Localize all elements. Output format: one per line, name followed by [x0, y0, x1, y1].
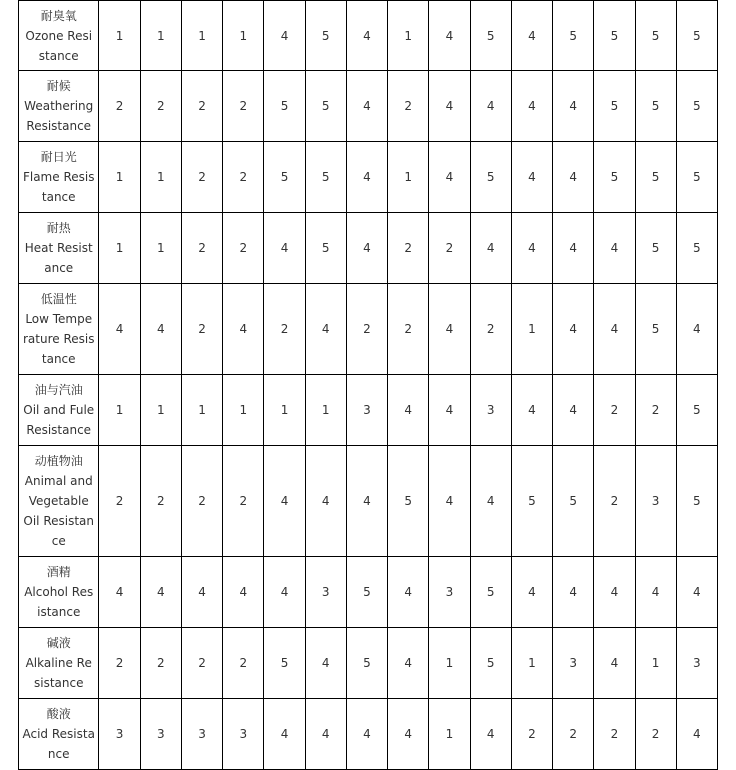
table-row-flame — [19, 142, 718, 213]
row-label-en-line: tance — [41, 352, 76, 366]
table-cell: 2 — [181, 142, 222, 213]
table-cell: 1 — [140, 213, 181, 284]
table-cell: 2 — [223, 628, 264, 699]
table-cell: 3 — [305, 557, 346, 628]
row-label-cn: 耐热 — [46, 221, 71, 235]
table-cell: 4 — [346, 142, 387, 213]
table-cell: 1 — [511, 628, 552, 699]
row-label-en-line: istance — [37, 605, 81, 619]
row-label — [19, 1, 99, 71]
table-cell: 4 — [676, 699, 717, 770]
table-cell: 2 — [594, 699, 635, 770]
table-cell: 4 — [388, 699, 429, 770]
table-cell: 2 — [388, 71, 429, 142]
resistance-table — [18, 0, 718, 770]
table-cell: 4 — [553, 284, 594, 375]
table-cell: 4 — [305, 699, 346, 770]
row-label-en-line: Flame Resis — [22, 170, 95, 184]
table-cell: 1 — [140, 1, 181, 71]
table-cell: 2 — [140, 71, 181, 142]
table-cell: 5 — [511, 446, 552, 557]
row-label-en-line: Alkaline Re — [25, 656, 92, 670]
table-cell: 4 — [264, 1, 305, 71]
table-cell: 2 — [594, 446, 635, 557]
table-cell: 4 — [305, 446, 346, 557]
table-cell: 2 — [553, 699, 594, 770]
table-cell: 4 — [346, 699, 387, 770]
table-cell: 3 — [676, 628, 717, 699]
table-cell: 5 — [264, 142, 305, 213]
row-label-en-line: Low Tempe — [25, 312, 93, 326]
table-cell: 4 — [305, 284, 346, 375]
row-label-en-line: Resistance — [26, 423, 92, 437]
table-cell: 4 — [470, 213, 511, 284]
row-label-cn: 低温性 — [40, 292, 77, 306]
row-label-en-line: Resistance — [26, 119, 92, 133]
table-cell: 5 — [676, 1, 717, 71]
table-cell: 4 — [676, 284, 717, 375]
table-cell: 2 — [511, 699, 552, 770]
table-cell: 5 — [635, 213, 676, 284]
row-label-en-line: Oil Resistan — [23, 514, 95, 528]
table-cell: 4 — [511, 142, 552, 213]
table-cell: 2 — [181, 628, 222, 699]
table-cell: 5 — [305, 142, 346, 213]
table-cell: 3 — [429, 557, 470, 628]
table-cell: 5 — [470, 142, 511, 213]
table-cell: 2 — [181, 71, 222, 142]
table-cell: 1 — [429, 628, 470, 699]
row-label-en-line: sistance — [33, 676, 84, 690]
table-cell: 5 — [676, 446, 717, 557]
table-cell: 2 — [594, 375, 635, 446]
table-cell: 2 — [635, 699, 676, 770]
table-cell: 5 — [635, 71, 676, 142]
table-cell: 1 — [99, 213, 140, 284]
row-label-en-line: rature Resis — [22, 332, 95, 346]
table-cell: 3 — [470, 375, 511, 446]
table-cell: 4 — [388, 557, 429, 628]
table-cell: 5 — [388, 446, 429, 557]
table-cell: 5 — [676, 213, 717, 284]
table-cell: 4 — [470, 71, 511, 142]
row-label — [19, 142, 99, 213]
table-cell: 4 — [553, 142, 594, 213]
table-cell: 4 — [594, 557, 635, 628]
table-cell: 5 — [553, 446, 594, 557]
table-cell: 1 — [181, 375, 222, 446]
row-label-en-line: Heat Resist — [24, 241, 93, 255]
table-cell: 4 — [511, 1, 552, 71]
table-cell: 5 — [594, 142, 635, 213]
row-label — [19, 699, 99, 770]
table-cell: 4 — [553, 71, 594, 142]
table-cell: 2 — [99, 446, 140, 557]
table-cell: 4 — [388, 375, 429, 446]
table-cell: 3 — [553, 628, 594, 699]
row-label-en-line: Acid Resista — [22, 727, 95, 741]
table-cell: 4 — [346, 1, 387, 71]
row-label-en-line: Vegetable — [28, 494, 89, 508]
table-cell: 5 — [470, 557, 511, 628]
table-cell: 2 — [140, 446, 181, 557]
table-cell: 1 — [223, 1, 264, 71]
table-cell: 5 — [676, 71, 717, 142]
table-cell: 4 — [346, 71, 387, 142]
table-cell: 1 — [429, 699, 470, 770]
table-cell: 1 — [388, 142, 429, 213]
table-cell: 2 — [140, 628, 181, 699]
row-label-cn: 耐候 — [46, 79, 71, 93]
table-cell: 5 — [470, 628, 511, 699]
row-label — [19, 446, 99, 557]
table-cell: 5 — [264, 71, 305, 142]
row-label-cn: 油与汽油 — [34, 383, 83, 397]
table-cell: 5 — [264, 628, 305, 699]
table-cell: 4 — [305, 628, 346, 699]
resistance-table-container — [18, 0, 718, 770]
table-cell: 2 — [223, 71, 264, 142]
row-label — [19, 375, 99, 446]
table-cell: 4 — [346, 446, 387, 557]
table-cell: 4 — [511, 71, 552, 142]
table-cell: 4 — [511, 557, 552, 628]
table-cell: 4 — [511, 213, 552, 284]
table-cell: 2 — [346, 284, 387, 375]
row-label-en-line: tance — [41, 190, 76, 204]
table-cell: 4 — [594, 284, 635, 375]
row-label-cn: 酒精 — [46, 565, 71, 579]
row-label-en-line: nce — [47, 747, 70, 761]
table-cell: 4 — [223, 557, 264, 628]
table-row-acid — [19, 699, 718, 770]
table-cell: 4 — [594, 628, 635, 699]
table-row-alcohol — [19, 557, 718, 628]
table-cell: 5 — [635, 142, 676, 213]
table-cell: 4 — [429, 142, 470, 213]
table-cell: 4 — [511, 375, 552, 446]
table-cell: 1 — [140, 375, 181, 446]
table-cell: 1 — [305, 375, 346, 446]
table-cell: 2 — [181, 213, 222, 284]
row-label-en-line: Alcohol Res — [24, 585, 94, 599]
table-cell: 5 — [594, 71, 635, 142]
row-label-cn: 碱液 — [46, 636, 71, 650]
table-row-weathering — [19, 71, 718, 142]
table-row-alkaline — [19, 628, 718, 699]
table-cell: 4 — [223, 284, 264, 375]
table-cell: 1 — [99, 142, 140, 213]
table-row-ozone — [19, 1, 718, 71]
table-cell: 4 — [594, 213, 635, 284]
table-cell: 4 — [676, 557, 717, 628]
table-cell: 4 — [429, 375, 470, 446]
table-cell: 5 — [470, 1, 511, 71]
row-label — [19, 71, 99, 142]
table-cell: 4 — [429, 71, 470, 142]
table-row-low-temperature — [19, 284, 718, 375]
row-label-en-line: Ozone Resi — [25, 28, 93, 43]
table-cell: 1 — [264, 375, 305, 446]
table-cell: 4 — [264, 213, 305, 284]
table-cell: 4 — [429, 1, 470, 71]
table-cell: 2 — [181, 446, 222, 557]
table-cell: 3 — [223, 699, 264, 770]
table-cell: 4 — [99, 557, 140, 628]
table-cell: 2 — [388, 213, 429, 284]
table-cell: 3 — [346, 375, 387, 446]
table-cell: 2 — [181, 284, 222, 375]
table-cell: 2 — [223, 446, 264, 557]
table-cell: 3 — [635, 446, 676, 557]
row-label-en-line: ce — [51, 534, 66, 548]
table-cell: 4 — [140, 557, 181, 628]
table-cell: 5 — [676, 375, 717, 446]
table-cell: 5 — [305, 213, 346, 284]
row-label-en-line: Weathering — [24, 99, 94, 113]
row-label-cn: 动植物油 — [34, 454, 83, 468]
table-cell: 2 — [388, 284, 429, 375]
row-label — [19, 628, 99, 699]
row-label-en-line: Animal and — [24, 474, 93, 488]
row-label — [19, 557, 99, 628]
table-cell: 5 — [635, 1, 676, 71]
table-cell: 1 — [388, 1, 429, 71]
row-label-cn: 耐日光 — [40, 150, 77, 164]
table-cell: 5 — [305, 71, 346, 142]
table-cell: 4 — [346, 213, 387, 284]
table-cell: 3 — [99, 699, 140, 770]
table-cell: 2 — [99, 71, 140, 142]
table-cell: 4 — [140, 284, 181, 375]
table-row-heat — [19, 213, 718, 284]
row-label-en-line: stance — [38, 48, 79, 63]
table-cell: 4 — [181, 557, 222, 628]
table-cell: 1 — [511, 284, 552, 375]
table-cell: 5 — [676, 142, 717, 213]
row-label — [19, 284, 99, 375]
row-label-cn: 耐臭氧 — [40, 8, 77, 23]
table-cell: 3 — [140, 699, 181, 770]
table-cell: 4 — [470, 699, 511, 770]
table-cell: 5 — [305, 1, 346, 71]
table-cell: 4 — [264, 699, 305, 770]
table-cell: 4 — [553, 375, 594, 446]
table-cell: 4 — [553, 213, 594, 284]
table-cell: 2 — [635, 375, 676, 446]
table-cell: 5 — [346, 557, 387, 628]
table-cell: 2 — [470, 284, 511, 375]
row-label — [19, 213, 99, 284]
table-cell: 1 — [140, 142, 181, 213]
table-cell: 1 — [99, 375, 140, 446]
table-cell: 4 — [388, 628, 429, 699]
table-row-oil-fuel — [19, 375, 718, 446]
table-cell: 4 — [553, 557, 594, 628]
table-cell: 1 — [223, 375, 264, 446]
table-cell: 4 — [429, 284, 470, 375]
table-cell: 2 — [429, 213, 470, 284]
row-label-en-line: Oil and Fule — [23, 403, 95, 417]
table-cell: 4 — [99, 284, 140, 375]
table-cell: 1 — [635, 628, 676, 699]
table-cell: 2 — [223, 142, 264, 213]
table-cell: 5 — [553, 1, 594, 71]
row-label-cn: 酸液 — [46, 707, 71, 721]
table-cell: 3 — [181, 699, 222, 770]
row-label-en-line: ance — [44, 261, 74, 275]
table-cell: 5 — [346, 628, 387, 699]
table-cell: 4 — [264, 557, 305, 628]
table-cell: 4 — [264, 446, 305, 557]
table-cell: 5 — [594, 1, 635, 71]
table-cell: 2 — [223, 213, 264, 284]
table-cell: 5 — [635, 284, 676, 375]
table-cell: 1 — [99, 1, 140, 71]
table-cell: 4 — [635, 557, 676, 628]
table-cell: 1 — [181, 1, 222, 71]
table-row-animal-vegetable-oil — [19, 446, 718, 557]
table-cell: 2 — [264, 284, 305, 375]
table-cell: 2 — [99, 628, 140, 699]
table-cell: 4 — [470, 446, 511, 557]
table-cell: 4 — [429, 446, 470, 557]
